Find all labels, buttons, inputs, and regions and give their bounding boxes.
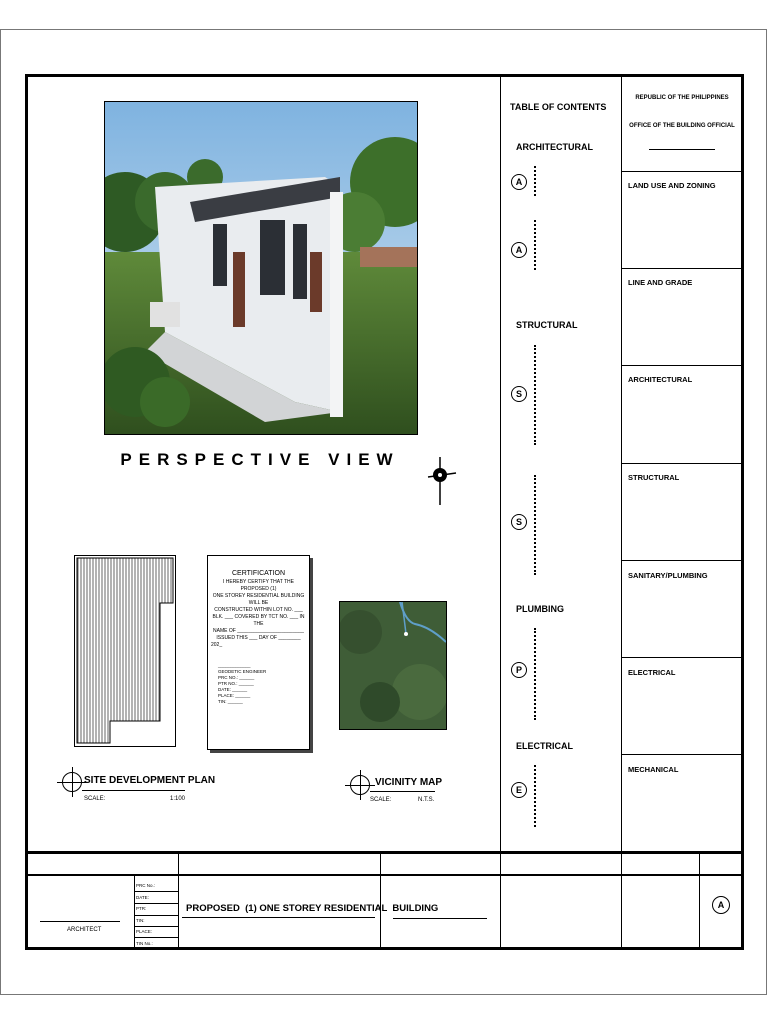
north-arrow-icon: [426, 455, 458, 505]
row-divider: [622, 365, 742, 366]
cert-line: ONE STOREY RESIDENTIAL BUILDING WILL BE: [212, 593, 305, 606]
cert-sign-line: TIN: ______: [218, 699, 243, 704]
perspective-render: [104, 101, 418, 435]
field-rule: [134, 903, 178, 904]
sheet-title-line: [393, 918, 487, 919]
row-divider: [622, 268, 742, 269]
cert-signature-block: [218, 663, 309, 705]
signoff-structural: STRUCTURAL: [628, 473, 680, 482]
field-rule: [134, 915, 178, 916]
toc-symbol-a-icon: A: [511, 242, 527, 258]
title-block-top: [27, 851, 743, 854]
architect-label: ARCHITECT: [67, 927, 102, 933]
toc-dots: [534, 475, 538, 575]
signoff-electrical: ELECTRICAL: [628, 668, 676, 677]
signoff-line-grade: LINE AND GRADE: [628, 278, 693, 287]
site-plan-marker-icon: [62, 772, 82, 792]
row-divider: [622, 171, 742, 172]
cert-line: I HEREBY CERTIFY THAT THE PROPOSED (1): [222, 579, 295, 592]
site-plan-underline: [82, 790, 185, 791]
toc-section-plumbing: PLUMBING: [516, 604, 564, 614]
cert-sign-line: GEODETIC ENGINEER: [218, 669, 267, 674]
sheet-symbol-a-icon: A: [712, 896, 730, 914]
toc-symbol-e-icon: E: [511, 782, 527, 798]
perspective-title: PERSPECTIVE VIEW: [120, 450, 400, 469]
toc-section-architectural: ARCHITECTURAL: [516, 142, 593, 152]
field-tin-no: TIN No.:: [136, 940, 153, 946]
toc-section-structural: STRUCTURAL: [516, 320, 578, 330]
republic-label: REPUBLIC OF THE PHILIPPINES: [635, 95, 729, 101]
cert-sign-line: PLACE: ______: [218, 693, 251, 698]
vicinity-map-image: [339, 601, 447, 730]
tb-divider: [500, 853, 501, 948]
toc-symbol-p-icon: P: [511, 662, 527, 678]
toc-dots: [534, 628, 538, 720]
signoff-architectural: ARCHITECTURAL: [628, 375, 693, 384]
vicinity-title: VICINITY MAP: [375, 777, 443, 788]
office-label: OFFICE OF THE BUILDING OFFICIAL: [629, 123, 735, 129]
tb-divider: [380, 853, 381, 948]
toc-dots: [534, 220, 538, 270]
site-plan-scale-label: SCALE:: [84, 796, 106, 802]
row-divider: [622, 463, 742, 464]
project-title: PROPOSED (1) ONE STOREY RESIDENTIAL BUILDING: [186, 903, 439, 914]
toc-symbol-s-icon: S: [511, 386, 527, 402]
row-divider: [622, 754, 742, 755]
field-rule: [134, 926, 178, 927]
cert-line: 202_: [211, 642, 223, 648]
row-divider: [622, 657, 742, 658]
toc-dots: [534, 345, 538, 445]
vicinity-scale-value: N.T.S.: [418, 797, 435, 803]
certification-body: [211, 579, 306, 649]
toc-title: TABLE OF CONTENTS: [510, 102, 607, 112]
tb-divider: [699, 853, 700, 948]
architect-signature-line: [40, 921, 120, 922]
field-place: PLACE:: [136, 929, 153, 934]
cert-sign-line: PRC NO.: ______: [218, 675, 255, 680]
office-header: [622, 77, 742, 171]
vicinity-marker-icon: [350, 775, 370, 795]
cert-sign-line: DATE: ______: [218, 687, 248, 692]
cert-line: NAME OF ________________________: [213, 628, 304, 634]
satellite-map: [340, 602, 446, 729]
site-plan-title: SITE DEVELOPMENT PLAN: [84, 775, 216, 786]
divider-toc: [500, 77, 501, 851]
divider-signoff: [621, 77, 622, 851]
field-rule: [134, 891, 178, 892]
signoff-land-use: LAND USE AND ZONING: [628, 181, 716, 190]
cert-sign-line: PTR NO.: ______: [218, 681, 254, 686]
project-underline: [182, 917, 375, 918]
toc-dots: [534, 166, 538, 196]
field-rule: [134, 937, 178, 938]
site-plan-drawing: [74, 555, 176, 747]
toc-section-electrical: ELECTRICAL: [516, 741, 573, 751]
certification-title: CERTIFICATION: [231, 570, 286, 577]
tb-divider: [178, 853, 179, 948]
cert-line: BLK. ___ COVERED BY TCT NO. ___ IN THE: [212, 614, 305, 627]
cert-line: CONSTRUCTED WITHIN LOT NO. ___: [214, 607, 303, 613]
tb-divider: [621, 853, 622, 948]
field-tin: TIN:: [136, 917, 145, 923]
field-prc: PRC No.:: [136, 883, 156, 888]
site-plan-scale-value: 1:100: [170, 796, 186, 802]
signoff-sanitary: SANITARY/PLUMBING: [628, 571, 708, 580]
toc-symbol-a-icon: A: [511, 174, 527, 190]
toc-symbol-s-icon: S: [511, 514, 527, 530]
signoff-mechanical: MECHANICAL: [628, 765, 679, 774]
house-render-image: [105, 102, 417, 434]
cert-sign-line: _____________: [218, 663, 251, 668]
row-divider: [622, 560, 742, 561]
certification-box: [207, 555, 310, 750]
cert-line: ISSUED THIS ___ DAY OF ________: [216, 635, 301, 641]
field-ptr: PTR:: [136, 906, 147, 911]
office-signature-line: [649, 149, 715, 150]
vicinity-scale-label: SCALE:: [370, 797, 392, 803]
vicinity-underline: [370, 791, 435, 792]
toc-dots: [534, 765, 538, 827]
field-date: DATE:: [136, 894, 149, 900]
